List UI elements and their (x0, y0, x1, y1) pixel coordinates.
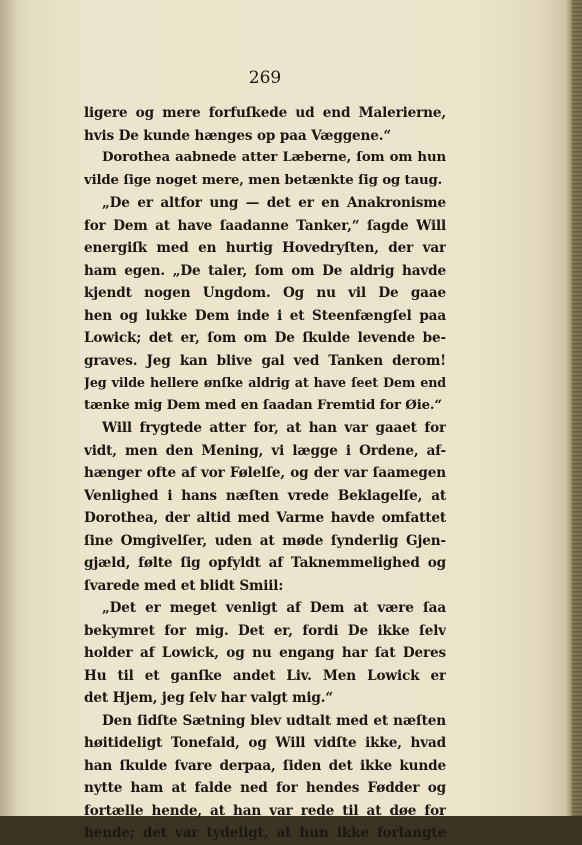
text-line: høitideligt Tonefald, og Will vidſte ikke, hvad (84, 735, 446, 751)
text-line: hen og lukke Dem inde i et Steenfængſel paa (84, 307, 446, 324)
page-number: 269 (248, 68, 282, 88)
text-line: ham egen. „De taler, ſom om De aldrig havde (84, 262, 446, 279)
gutter-shadow (0, 0, 18, 816)
text-line: fortælle hende, at han var rede til at døe for (84, 802, 446, 819)
text-line: bekymret for mig. Det er, fordi De ikke ſelv (84, 622, 446, 639)
text-line: han ſkulde ſvare derpaa, ſiden det ikke kunde (84, 757, 446, 774)
text-line: Dorothea aabnede atter Læberne, ſom om hun (102, 150, 446, 165)
text-line: vidt, men den Mening, vi lægge i Ordene, af- (84, 442, 446, 459)
text-line: tænke mig Dem med en ſaadan Fremtid for Øie.“ (84, 397, 442, 413)
text-line: hvis De kunde hænges op paa Væggene.“ (84, 127, 392, 144)
text-line: holder af Lowick, og nu engang har ſat Deres (84, 645, 446, 661)
text-line: Dorothea, der altid med Varme havde omfattet (84, 510, 446, 526)
text-line: Den ſidſte Sætning blev udtalt med et næſten (102, 712, 446, 729)
text-line: hænger ofte af vor Følelſe, og der var ſaamegen (84, 465, 446, 481)
text-line: gjæld, følte ſig opfyldt af Taknemmelighed og (84, 555, 446, 571)
text-line: Jeg vilde hellere ønſke aldrig at have ſeet Dem end (84, 375, 446, 390)
text-line: „De er altfor ung — det er en Anakronisme (102, 195, 446, 211)
text-line: „Det er meget venligt af Dem at være ſaa (102, 600, 446, 616)
text-line: graves. Jeg kan blive gal ved Tanken derom! (84, 352, 446, 369)
page-edge (572, 0, 582, 816)
text-line: ſvarede med et blidt Smiil: (84, 577, 284, 594)
text-line: Will frygtede atter for, at han var gaaet for (102, 420, 446, 436)
text-line: Hu til et ganſke andet Liv. Men Lowick er (84, 667, 446, 684)
text-line: ſine Omgivelſer, uden at møde ſynderlig Gjen- (84, 532, 446, 549)
text-line: det Hjem, jeg ſelv har valgt mig.“ (84, 690, 333, 706)
text-line: hende; det var tydeligt, at hun ikke forlangte (84, 825, 446, 841)
text-line: Lowick; det er, ſom om De ſkulde levende be- (84, 330, 446, 346)
text-line: vilde ſige noget mere, men betænkte ſig og taug. (84, 172, 443, 188)
text-line: for Dem at have ſaadanne Tanker,“ ſagde Will (84, 217, 446, 234)
text-line: nytte ham at falde ned for hendes Fødder og (84, 780, 446, 796)
text-line: kjendt nogen Ungdom. Og nu vil De gaae (84, 285, 446, 301)
text-line: energiſk med en hurtig Hovedryſten, der var (84, 240, 446, 256)
body-text (84, 102, 446, 845)
text-line: Venlighed i hans næſten vrede Beklagelſe, at (84, 487, 446, 504)
text-line: ligere og mere forfuſkede ud end Malerierne, (84, 105, 446, 121)
